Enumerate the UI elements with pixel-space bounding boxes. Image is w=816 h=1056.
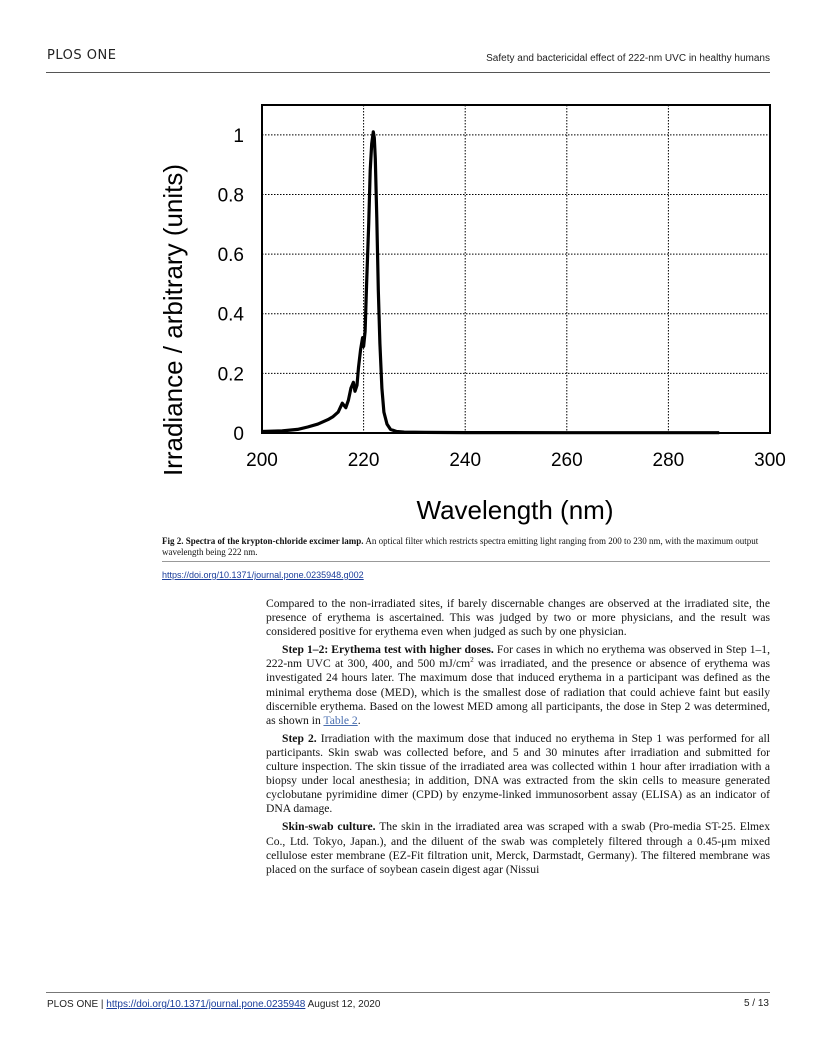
x-tick-label: 260 [550, 450, 583, 471]
step-1-2-text-a: For cases in which no erythema was observed in Step 1–1, 222-nm UVC at 300, 400, and 500 mJ/cm [266, 643, 770, 671]
skin-swab-heading: Skin-swab culture. [282, 820, 376, 834]
y-tick-label: 1 [233, 125, 244, 147]
step-2-text: Irradiation with the maximum dose that induced no erythema in Step 1 was performed for all participants. Skin swab was collected before, and 5 and 30 minutes after irradiation and submitted for culture inspection. The skin tissue of the irradiated area was collected within 1 hour after irradiation with a biopsy under local anesthesia; in addition, DNA was extracted from the skin cells to measure generated cyclobutane pyrimidine dimer (CPD) by enzyme-linked immunosorbent assay (ELISA) as an indicator of DNA damage. [266, 731, 770, 816]
paragraph-skin-swab [266, 820, 770, 876]
y-tick-label: 0.2 [217, 364, 244, 386]
step-2-heading: Step 2. [282, 731, 317, 745]
figure-doi-link[interactable]: https://doi.org/10.1371/journal.pone.0235948.g002 [162, 570, 364, 580]
chart-ticks [218, 126, 786, 471]
x-tick-label: 220 [347, 450, 380, 471]
footer-citation [47, 998, 407, 1011]
x-tick-label: 240 [449, 450, 482, 471]
spectrum-series-line [262, 132, 719, 433]
step-1-2-end: . [357, 713, 361, 727]
skin-swab-text: The skin in the irradiated area was scraped with a swab (Pro-media ST-25. Elmex Co., Ltd. Tokyo, Japan.), and the diluent of the swab was completely filtered through a 0.45-μm mixed cellulose ester membrane (EZ-Fit filtration unit, Merck, Darmstadt, Germany). The filtered membrane was placed on the surface of soybean casein digest agar (Nissui [266, 820, 770, 876]
caption-divider [162, 561, 770, 562]
footer-date: August 12, 2020 [305, 999, 381, 1010]
table-2-link[interactable]: Table 2 [323, 713, 358, 727]
unit-superscript: 2 [470, 656, 474, 665]
y-tick-label: 0.8 [217, 185, 244, 207]
body-text [266, 597, 770, 881]
plot-frame [262, 105, 770, 433]
step-1-2-text-b: was irradiated, and the presence or absence of erythema was investigated 24 hours later. The maximum dose that induced erythema in a participant was defined as the minimal erythema dose (MED), which is the smallest dose of radiation that could achieve faint but easily discernible erythema. Based on the lowest MED among all participants, the dose in Step 2 was determined, as shown in [266, 657, 771, 727]
figure-caption-title: Fig 2. Spectra of the krypton-chloride excimer lamp. [162, 536, 364, 546]
figure-caption [162, 536, 772, 558]
x-axis-label: Wavelength (nm) [416, 495, 614, 525]
y-tick-label: 0 [233, 424, 244, 445]
header-divider [46, 72, 770, 73]
footer-journal: PLOS ONE | [47, 999, 107, 1010]
journal-name: PLOS ONE [47, 48, 117, 63]
x-tick-label: 200 [246, 450, 278, 471]
footer-doi-link[interactable]: https://doi.org/10.1371/journal.pone.0235948 [106, 999, 306, 1010]
y-tick-label: 0.4 [217, 304, 244, 326]
paragraph-1: Compared to the non-irradiated sites, if barely discernable changes are observed at the irradiated site, the presence of erythema is ascertained. This was judged by two or more physicians, and the result was considered positive for erythema even when judged as such by one physician. [266, 597, 770, 639]
paragraph-step-2 [266, 732, 770, 817]
y-axis-label: Irradiance / arbitrary (units) [158, 163, 188, 477]
paragraph-step-1-2 [266, 643, 770, 728]
step-1-2-heading: Step 1–2: Erythema test with higher doses. [282, 643, 494, 657]
running-title: Safety and bactericidal effect of 222-nm UVC in healthy humans [486, 53, 770, 64]
spectrum-chart [150, 95, 790, 535]
y-tick-label: 0.6 [217, 245, 244, 267]
chart-grid [262, 105, 770, 433]
x-tick-label: 280 [652, 450, 685, 471]
x-tick-label: 300 [754, 450, 786, 471]
figure-caption-text: An optical filter which restricts spectra emitting light ranging from 200 to 230 nm, with the maximum output wavelength being 222 nm. [162, 536, 759, 557]
footer-divider [46, 992, 770, 993]
page-number: 5 / 13 [743, 998, 769, 1009]
